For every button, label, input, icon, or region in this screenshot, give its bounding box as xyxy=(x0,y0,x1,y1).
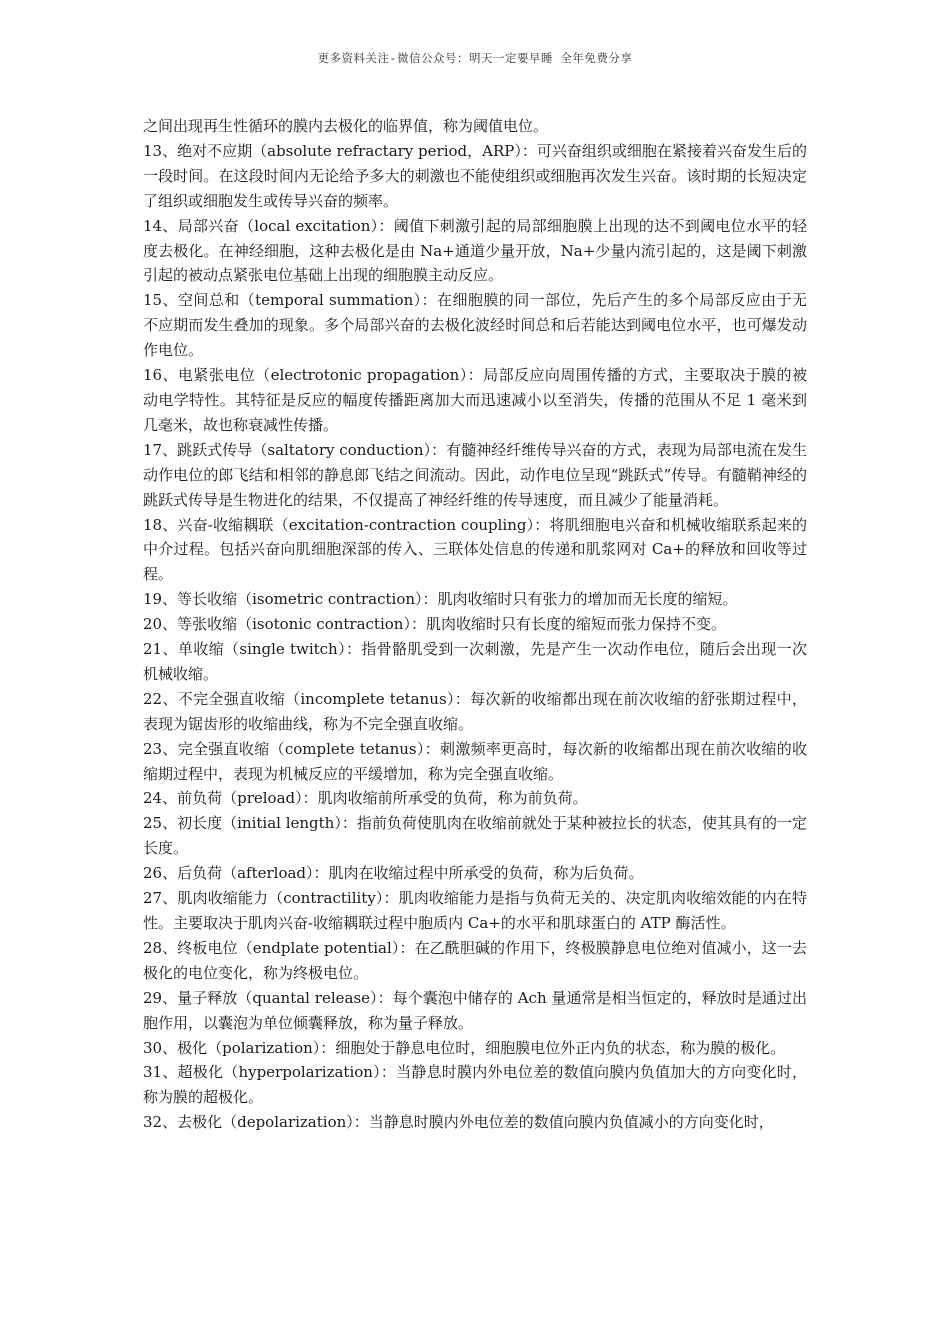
paragraph: 14、局部兴奋（local excitation）：阈值下刺激引起的局部细胞膜上出现的达不到阈电位水平的轻度去极化。在神经细胞，这种去极化是由 Na+通道少量开放，Na+少量内流引起的，这是阈下刺激引起的被动点紧张电位基础上出现的细胞膜主动反应。 xyxy=(143,216,807,285)
paragraph: 23、完全强直收缩（complete tetanus）：刺激频率更高时，每次新的收缩都出现在前次收缩的收缩期过程中，表现为机械反应的平缓增加，称为完全强直收缩。 xyxy=(143,739,807,783)
paragraph: 28、终板电位（endplate potential）：在乙酰胆碱的作用下，终极膜静息电位绝对值减小，这一去极化的电位变化，称为终极电位。 xyxy=(143,938,807,982)
paragraph: 29、量子释放（quantal release）：每个囊泡中储存的 Ach 量通常是相当恒定的，释放时是通过出胞作用，以囊泡为单位倾囊释放，称为量子释放。 xyxy=(143,988,807,1032)
paragraph: 30、极化（polarization）：细胞处于静息电位时，细胞膜电位外正内负的状态，称为膜的极化。 xyxy=(143,1038,786,1057)
paragraph: 31、超极化（hyperpolarization）：当静息时膜内外电位差的数值向膜内负值加大的方向变化时，称为膜的超极化。 xyxy=(143,1063,807,1107)
page-header: 更多资料关注-微信公众号：明天一定要早睡 全年免费分享 xyxy=(317,51,633,65)
paragraph: 21、单收缩（single twitch）：指骨骼肌受到一次刺激，先是产生一次动作电位，随后会出现一次机械收缩。 xyxy=(143,640,807,683)
paragraph: 27、肌肉收缩能力（contractility）：肌肉收缩能力是指与负荷无关的、决定肌肉收缩效能的内在特性。主要取决于肌肉兴奋-收缩耦联过程中胞质内 Ca+的水平和肌球蛋白的 ATP 酶活性。 xyxy=(143,889,807,932)
paragraph: 13、绝对不应期（absolute refractary period，ARP）：可兴奋组织或细胞在紧接着兴奋发生后的一段时间。在这段时间内无论给予多大的刺激也不能使组织或细胞再次发生兴奋。该时期的长短决定了组织或细胞发生或传导兴奋的频率。 xyxy=(143,141,807,210)
paragraph: 25、初长度（initial length）：指前负荷使肌肉在收缩前就处于某种被拉长的状态，使其具有的一定长度。 xyxy=(143,814,807,858)
paragraph: 之间出现再生性循环的膜内去极化的临界值，称为阈值电位。 xyxy=(143,117,549,135)
document-body xyxy=(143,114,807,1135)
paragraph: 15、空间总和（temporal summation）：在细胞膜的同一部位，先后产生的多个局部反应由于无不应期而发生叠加的现象。多个局部兴奋的去极化波经时间总和后若能达到阈电位水平，也可爆发动作电位。 xyxy=(143,291,807,360)
paragraph: 22、不完全强直收缩（incomplete tetanus）：每次新的收缩都出现在前次收缩的舒张期过程中，表现为锯齿形的收缩曲线，称为不完全强直收缩。 xyxy=(143,689,807,733)
paragraph: 17、跳跃式传导（saltatory conduction）：有髓神经纤维传导兴奋的方式，表现为局部电流在发生动作电位的郎飞结和相邻的静息郎飞结之间流动。因此，动作电位呈现“跳跃式”传导。有髓鞘神经的跳跃式传导是生物进化的结果，不仅提高了神经纤维的传导速度，而且减少了能量消耗。 xyxy=(143,440,807,509)
paragraph: 24、前负荷（preload）：肌肉收缩前所承受的负荷，称为前负荷。 xyxy=(143,789,588,808)
paragraph: 18、兴奋-收缩耦联（excitation-contraction coupling）：将肌细胞电兴奋和机械收缩联系起来的中介过程。包括兴奋向肌细胞深部的传入、三联体处信息的传递和肌浆网对 Ca+的释放和回收等过程。 xyxy=(143,515,807,584)
paragraph: 19、等长收缩（isometric contraction）：肌肉收缩时只有张力的增加而无长度的缩短。 xyxy=(143,590,738,609)
paragraph: 16、电紧张电位（electrotonic propagation）：局部反应向周围传播的方式，主要取决于膜的被动电学特性。其特征是反应的幅度传播距离加大而迅速减小以至消失，传播的范围从不足 1 毫米到几毫米，故也称衰减性传播。 xyxy=(143,366,807,434)
paragraph: 26、后负荷（afterload）：肌肉在收缩过程中所承受的负荷，称为后负荷。 xyxy=(143,864,644,883)
paragraph: 20、等张收缩（isotonic contraction）：肌肉收缩时只有长度的缩短而张力保持不变。 xyxy=(143,615,726,634)
paragraph: 32、去极化（depolarization）：当静息时膜内外电位差的数值向膜内负值减小的方向变化时， xyxy=(143,1113,774,1132)
